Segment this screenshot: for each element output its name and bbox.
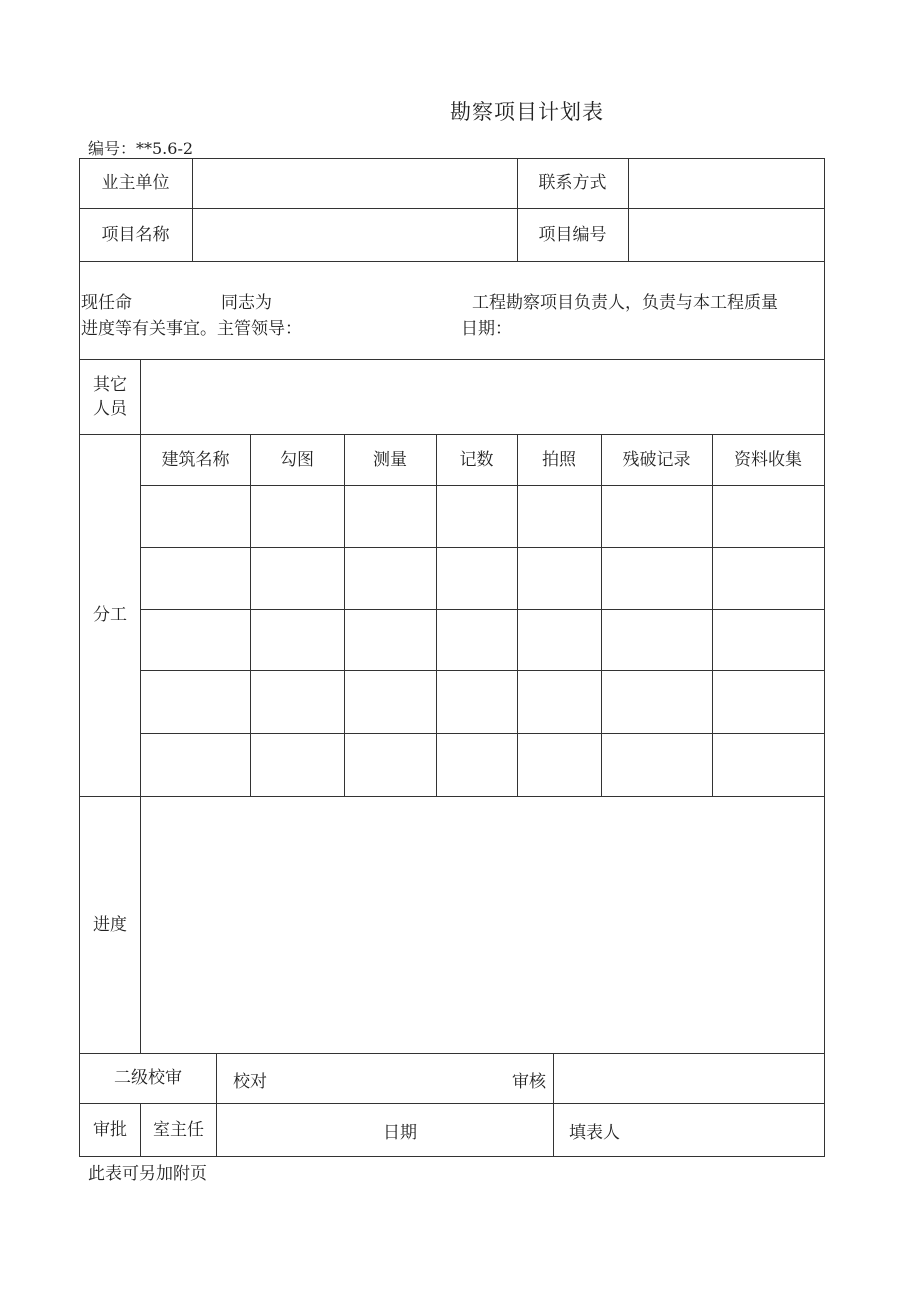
appointment-part3: 工程勘察项目负责人，负责与本工程质量: [472, 293, 778, 313]
date-label: 日期: [383, 1123, 417, 1143]
col-sketch: 勾图: [280, 449, 314, 470]
owner-label: 业主单位: [101, 173, 170, 193]
project-number-label: 项目编号: [538, 224, 607, 245]
col-record: 记数: [459, 449, 494, 470]
progress-label: 进度: [93, 914, 127, 935]
division-label: 分工: [93, 605, 127, 625]
progress-field[interactable]: [141, 796, 824, 1053]
others-label: 其它人员: [93, 374, 127, 419]
project-name-field[interactable]: [192, 208, 517, 261]
col-building-name: 建筑名称: [161, 449, 230, 470]
approval-label: 审批: [93, 1119, 127, 1140]
contact-field[interactable]: [628, 158, 824, 208]
filler-label: 填表人: [569, 1123, 620, 1143]
col-survey: 测量: [373, 449, 407, 470]
appointment-part1: 现任命: [81, 293, 132, 313]
project-name-label: 项目名称: [101, 224, 170, 245]
col-data-collection: 资料收集: [734, 449, 802, 470]
appointment-line2b: 日期：: [461, 319, 512, 339]
appointment-part2: 同志为: [221, 293, 272, 313]
director-label: 室主任: [153, 1119, 204, 1140]
proofread-label: 校对: [233, 1072, 267, 1092]
footnote: 此表可另加附页: [88, 1164, 207, 1184]
page-title: 勘察项目计划表: [450, 100, 604, 124]
appointment-line2a: 进度等有关事宜。主管领导：: [81, 319, 302, 339]
audit-label: 审核: [512, 1072, 546, 1092]
project-number-field[interactable]: [628, 208, 824, 261]
form-code: 编号：**5.6-2: [88, 139, 194, 158]
review-label: 二级校审: [114, 1068, 182, 1088]
col-photo: 拍照: [542, 449, 576, 470]
others-field[interactable]: [141, 359, 824, 434]
audit-field[interactable]: [554, 1053, 824, 1103]
col-damage-record: 残破记录: [622, 449, 691, 470]
contact-label: 联系方式: [538, 173, 607, 193]
owner-field[interactable]: [192, 158, 517, 208]
